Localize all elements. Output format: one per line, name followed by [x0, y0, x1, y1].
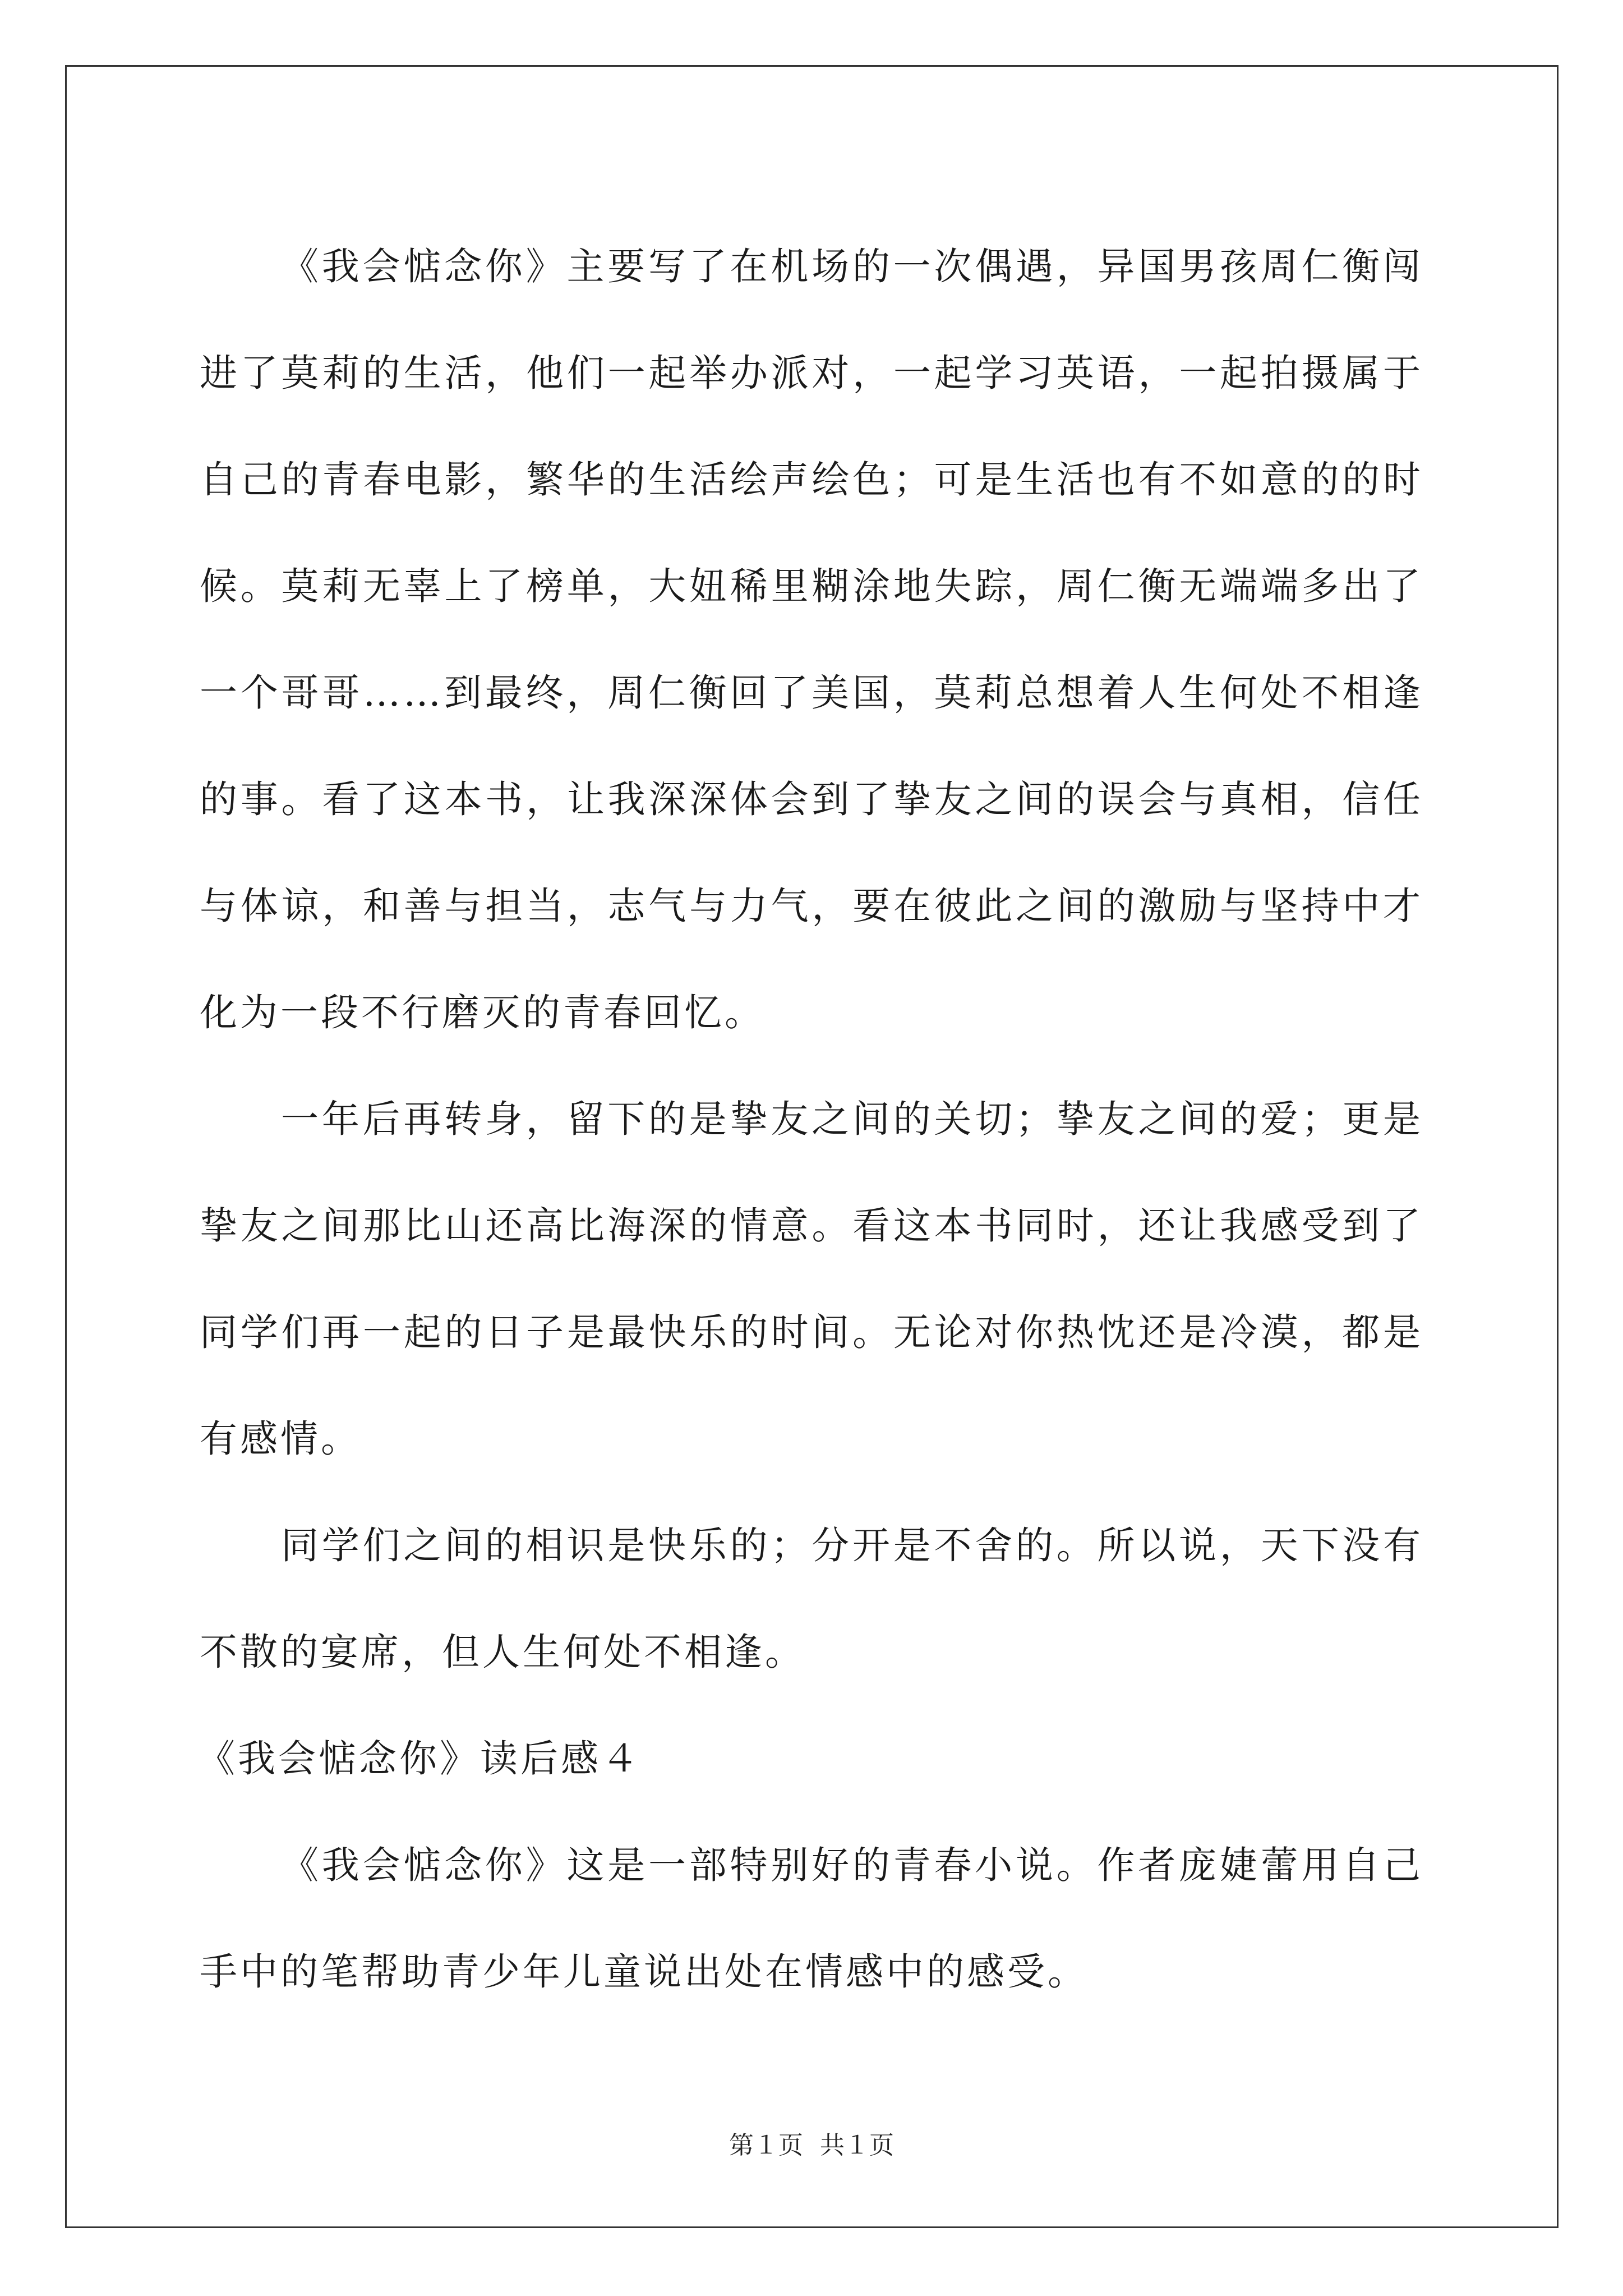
paragraph-1: 《我会惦念你》主要写了在机场的一次偶遇，异国男孩周仁衡闯进了莫莉的生活，他们一起举办派对，一起学习英语，一起拍摄属于自己的青春电影，繁华的生活绘声绘色；可是生活也有不如意的的时候。莫莉无辜上了榜单，大妞稀里糊涂地失踪，周仁衡无端端多出了一个哥哥……到最终，周仁衡回了美国，莫莉总想着人生何处不相逢的事。看了这本书，让我深深体会到了挚友之间的误会与真相，信任与体谅，和善与担当，志气与力气，要在彼此之间的激励与坚持中才化为一段不行磨灭的青春回忆。	[200, 245, 1423, 1034]
page-footer	[0, 2129, 1623, 2162]
section-heading: 《我会惦念你》读后感４	[197, 1737, 642, 1780]
page-number-total: 共１页	[820, 2131, 894, 2160]
paragraph-2: 一年后再转身，留下的是挚友之间的关切；挚友之间的爱；更是挚友之间那比山还高比海深的情意。看这本书同时，还让我感受到了同学们再一起的日子是最快乐的时间。无论对你热忱还是冷漠，都是有感情。	[200, 1097, 1423, 1461]
page-number-current: 第１页	[729, 2131, 803, 2160]
document-body	[197, 213, 1423, 2025]
paragraph-4: 《我会惦念你》这是一部特别好的青春小说。作者庞婕蕾用自己手中的笔帮助青少年儿童说出处在情感中的感受。	[200, 1843, 1423, 1994]
paragraph-3: 同学们之间的相识是快乐的；分开是不舍的。所以说，天下没有不散的宴席，但人生何处不相逢。	[200, 1524, 1423, 1674]
